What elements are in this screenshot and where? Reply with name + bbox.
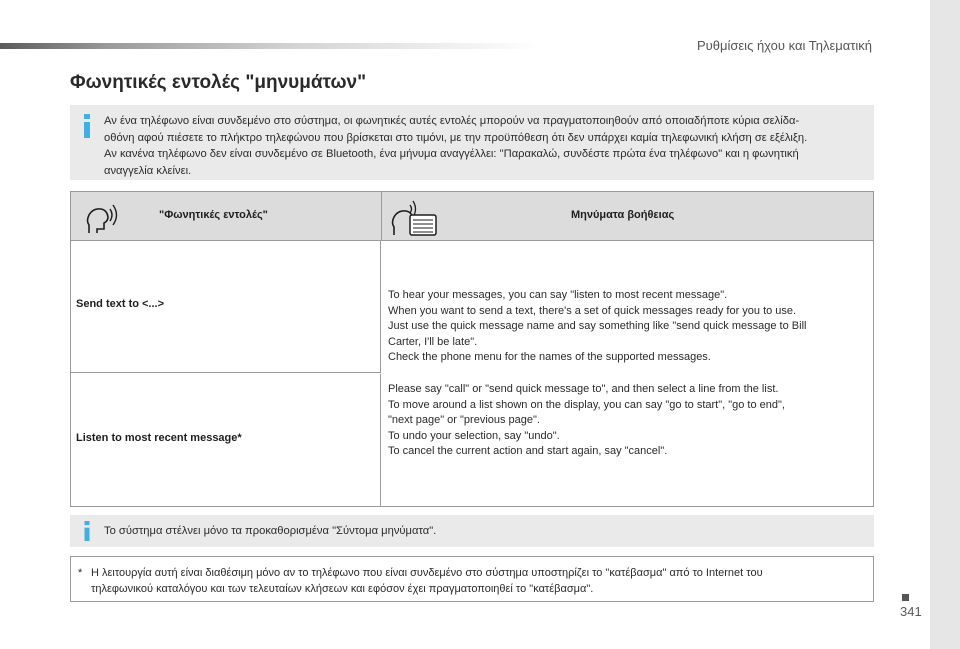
header-help-messages-label: Μηνύματα βοήθειας: [571, 209, 675, 221]
table-row: [71, 374, 381, 506]
footnote: [70, 556, 874, 602]
help-line: Please say "call" or "send quick message to", and then select a line from the list.: [388, 382, 779, 395]
header-voice-commands: [71, 192, 382, 240]
info-note-line: οθόνη αφού πιέσετε το πλήκτρο τηλεφώνου που βρίσκεται στο τιμόνι, με την προϋπόθεση ότι δεν υπάρχει καμία τηλεφωνική κλήση σε εξέλιξη.: [104, 131, 808, 144]
help-line: To cancel the current action and start again, say "cancel".: [388, 445, 668, 458]
help-line: To undo your selection, say "undo".: [388, 429, 560, 442]
voice-help-icon: [390, 197, 442, 237]
info-note: [70, 105, 874, 180]
voice-commands-table: [70, 191, 874, 507]
table-header-row: [71, 192, 873, 241]
page-marker-square: [902, 594, 909, 601]
page-number: 341: [900, 604, 922, 619]
page-title: Φωνητικές εντολές "μηνυμάτων": [70, 72, 367, 93]
help-line: When you want to send a text, there's a set of quick messages ready for you to use.: [388, 304, 797, 317]
footnote-line: Η λειτουργία αυτή είναι διαθέσιμη μόνο αν το τηλέφωνο που είναι συνδεμένο στο σύστημα υποστηρίζει το "κατέβασμα" από το Internet του: [91, 567, 763, 579]
command-text: Listen to most recent message*: [76, 432, 242, 444]
info-note-line: Αν κανένα τηλέφωνο δεν είναι συνδεμένο σε Bluetooth, ένα μήνυμα αναγγέλλει: "Παρακαλώ, συνδέστε πρώτα ένα τηλέφωνο" και η φωνητική: [104, 148, 799, 161]
table-row: [71, 241, 381, 373]
voice-command-icon: [83, 199, 123, 235]
section-title: Ρυθμίσεις ήχου και Τηλεματική: [696, 38, 872, 53]
help-line: Carter, I'll be late".: [388, 335, 478, 348]
footnote-marker: *: [78, 567, 83, 579]
command-text: Send text to <...>: [76, 298, 165, 310]
help-line: "next page" or "previous page".: [388, 414, 540, 427]
help-line: To hear your messages, you can say "listen to most recent message".: [388, 289, 728, 301]
info-note-line: αναγγελία κλείνει.: [104, 164, 192, 177]
help-line: Check the phone menu for the names of the supported messages.: [388, 351, 711, 364]
page-edge-strip: [930, 0, 960, 649]
info-note-text: Το σύστημα στέλνει μόνο τα προκαθορισμένα "Σύντομα μηνύματα".: [104, 525, 437, 537]
info-icon: [81, 521, 93, 541]
header-voice-commands-label: "Φωνητικές εντολές": [159, 209, 268, 221]
header-help-messages: [382, 192, 873, 240]
footnote-line: τηλεφωνικού καταλόγου και των τελευταίων κλήσεων και εφόσον έχει πραγματοποιηθεί το "κατέβασμα".: [91, 583, 594, 595]
info-icon: [81, 114, 93, 138]
help-line: Just use the quick message name and say something like "send quick message to Bill: [388, 320, 807, 333]
info-note-line: Αν ένα τηλέφωνο είναι συνδεμένο στο σύστημα, οι φωνητικές αυτές εντολές μπορούν να πραγματοποιηθούν από οποιαδήποτε κύρια σελίδα-: [104, 115, 800, 127]
help-messages-cell: [382, 241, 873, 506]
info-note-short-messages: [70, 515, 874, 547]
header-gradient-bar: [0, 43, 540, 49]
help-line: To move around a list shown on the display, you can say "go to start", "go to end",: [388, 398, 785, 411]
